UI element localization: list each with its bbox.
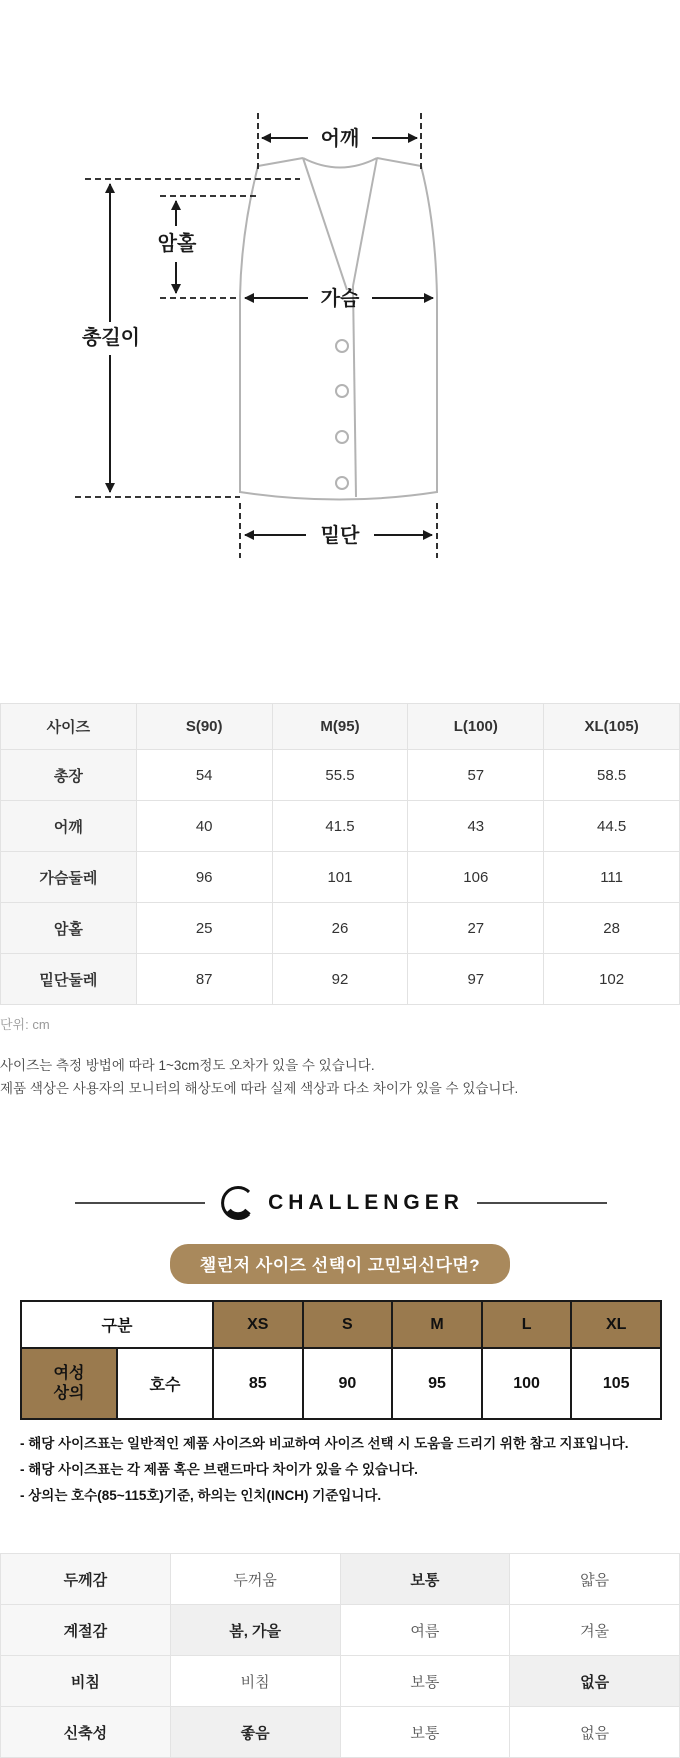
table-row xyxy=(1,852,680,903)
note-line: 사이즈는 측정 방법에 따라 1~3cm정도 오차가 있을 수 있습니다. xyxy=(0,1058,375,1073)
table-row xyxy=(1,1554,680,1605)
divider-line xyxy=(75,1202,205,1204)
cell-value: 27 xyxy=(408,903,544,954)
row-label: 어깨 xyxy=(1,801,137,852)
total-length-measure xyxy=(75,179,300,497)
cell-value: 43 xyxy=(408,801,544,852)
option-cell: 여름 xyxy=(340,1605,510,1656)
cell-value: 97 xyxy=(408,954,544,1005)
size-table-header-cell: L(100) xyxy=(408,704,544,750)
option-cell: 겨울 xyxy=(510,1605,680,1656)
cell-value: 54 xyxy=(136,750,272,801)
divider-line xyxy=(477,1202,607,1204)
row-label: 비침 xyxy=(1,1656,171,1707)
vest-measurement-diagram xyxy=(0,0,680,600)
size-table-header-cell: XL(105) xyxy=(544,704,680,750)
size-header-cell: S xyxy=(303,1301,393,1348)
option-cell: 좋음 xyxy=(170,1707,340,1758)
option-cell: 없음 xyxy=(510,1656,680,1707)
chest-measure xyxy=(160,286,433,310)
row-label: 두께감 xyxy=(1,1554,171,1605)
option-cell: 보통 xyxy=(340,1554,510,1605)
table-row xyxy=(1,1707,680,1758)
size-header-cell: M xyxy=(392,1301,482,1348)
size-table-header-cell: S(90) xyxy=(136,704,272,750)
brand-size-table xyxy=(20,1300,662,1420)
row-label: 총장 xyxy=(1,750,137,801)
size-header-cell: XL xyxy=(571,1301,661,1348)
option-cell: 얇음 xyxy=(510,1554,680,1605)
cell-value: 92 xyxy=(272,954,408,1005)
row-label: 밑단둘레 xyxy=(1,954,137,1005)
category-cell xyxy=(21,1348,117,1419)
option-cell: 비침 xyxy=(170,1656,340,1707)
cell-value: 40 xyxy=(136,801,272,852)
cell-value: 102 xyxy=(544,954,680,1005)
cell-value: 28 xyxy=(544,903,680,954)
cell-value: 106 xyxy=(408,852,544,903)
note-line: - 상의는 호수(85~115호)기준, 하의는 인치(INCH) 기준입니다. xyxy=(20,1488,382,1503)
table-row xyxy=(1,750,680,801)
cell-value: 111 xyxy=(544,852,680,903)
row-label: 계절감 xyxy=(1,1605,171,1656)
size-header-cell: L xyxy=(482,1301,572,1348)
note-line: 제품 색상은 사용자의 모니터의 해상도에 따라 실제 색상과 다소 차이가 있을 수 있습니다. xyxy=(0,1081,519,1096)
note-line: - 해당 사이즈표는 각 제품 혹은 브랜드마다 차이가 있을 수 있습니다. xyxy=(20,1462,418,1477)
row-label: 가슴둘레 xyxy=(1,852,137,903)
size-table-header-cell: 사이즈 xyxy=(1,704,137,750)
measurement-notes xyxy=(0,1054,518,1100)
cell-value: 95 xyxy=(392,1348,482,1419)
fabric-attribute-table xyxy=(0,1553,680,1758)
cell-value: 100 xyxy=(482,1348,572,1419)
table-row xyxy=(1,1605,680,1656)
cell-value: 41.5 xyxy=(272,801,408,852)
option-cell: 봄, 가을 xyxy=(170,1605,340,1656)
option-cell: 없음 xyxy=(510,1707,680,1758)
challenger-logo-icon xyxy=(216,1183,256,1223)
hem-measure xyxy=(240,503,437,558)
hem-label: 밑단 xyxy=(320,525,360,547)
size-header-cell: XS xyxy=(213,1301,303,1348)
row-label: 신축성 xyxy=(1,1707,171,1758)
option-cell: 보통 xyxy=(340,1656,510,1707)
table-row xyxy=(1,1656,680,1707)
option-cell: 보통 xyxy=(340,1707,510,1758)
cell-value: 58.5 xyxy=(544,750,680,801)
shoulder-label: 어깨 xyxy=(320,128,360,150)
table-row xyxy=(1,903,680,954)
brand-logo-text: CHALLENGER xyxy=(268,1191,464,1214)
armhole-label: 암홀 xyxy=(157,233,197,255)
row-label: 암홀 xyxy=(1,903,137,954)
banner-pill: 챌린저 사이즈 선택이 고민되신다면? xyxy=(170,1244,510,1284)
cell-value: 105 xyxy=(571,1348,661,1419)
chest-label: 가슴 xyxy=(320,288,360,310)
table-row xyxy=(1,801,680,852)
cell-value: 90 xyxy=(303,1348,393,1419)
row-label: 호수 xyxy=(117,1348,213,1419)
cell-value: 101 xyxy=(272,852,408,903)
option-cell: 두꺼움 xyxy=(170,1554,340,1605)
total-length-label: 총길이 xyxy=(82,327,140,349)
category-line: 여성 xyxy=(53,1364,85,1382)
cell-value: 55.5 xyxy=(272,750,408,801)
brand-table-body-row xyxy=(21,1348,661,1419)
brand-table-header-row xyxy=(21,1301,661,1348)
size-table-header-row xyxy=(1,704,680,750)
brand-size-notes xyxy=(20,1431,670,1509)
cell-value: 25 xyxy=(136,903,272,954)
category-line: 상의 xyxy=(53,1384,85,1402)
cell-value: 44.5 xyxy=(544,801,680,852)
note-line: - 해당 사이즈표는 일반적인 제품 사이즈와 비교하여 사이즈 선택 시 도움을 드리기 위한 참고 지표입니다. xyxy=(20,1436,629,1451)
header-cell: 구분 xyxy=(21,1301,213,1348)
table-row xyxy=(1,954,680,1005)
cell-value: 96 xyxy=(136,852,272,903)
cell-value: 85 xyxy=(213,1348,303,1419)
size-table xyxy=(0,703,680,1005)
size-help-banner xyxy=(0,1244,680,1284)
cell-value: 87 xyxy=(136,954,272,1005)
cell-value: 57 xyxy=(408,750,544,801)
vest-outline xyxy=(240,158,437,500)
unit-note: 단위: cm xyxy=(0,1017,50,1032)
cell-value: 26 xyxy=(272,903,408,954)
brand-logo-row xyxy=(0,1182,680,1224)
size-table-header-cell: M(95) xyxy=(272,704,408,750)
